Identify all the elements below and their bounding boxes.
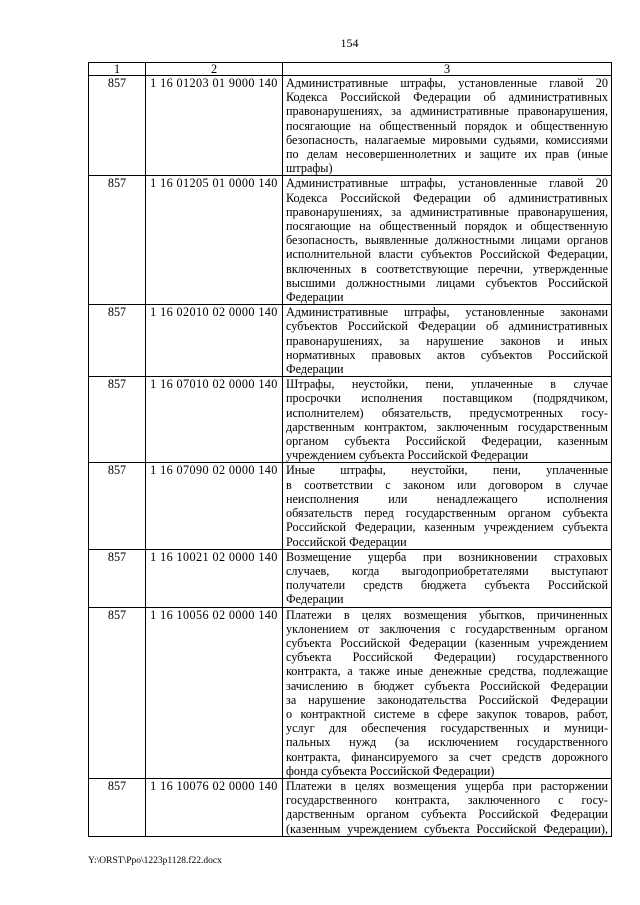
description-line: неисполнения или ненадлежащего исполнения: [286, 491, 608, 506]
footer-file-path: Y:\ORST\Ppo\1223p1128.f22.docx: [88, 856, 222, 866]
column-2-code: 1 16 10021 02 0000 140: [146, 549, 283, 607]
description-line: органом субъекта Российской Федерации, казенным: [286, 434, 608, 449]
column-1-value: 857: [89, 549, 146, 607]
description-line: случаев, когда выгодоприобретателями выступают: [286, 563, 608, 578]
description-line: Административные штрафы, установленные главой 20: [286, 76, 608, 90]
description-line: правонарушениях, за административные правонарушения,: [286, 204, 608, 219]
column-3-description: [283, 778, 612, 836]
description-line: фонда субъекта Российской Федерации): [286, 763, 495, 778]
column-2-code: 1 16 07010 02 0000 140: [146, 377, 283, 463]
table-row: [89, 377, 612, 463]
table-row: [89, 176, 612, 305]
table-row: [89, 549, 612, 607]
description-line: высшими должностными лицами субъектов Российской: [286, 275, 608, 290]
table-header-row: [89, 63, 612, 76]
description-line: Федерации: [286, 592, 344, 607]
description-line: по делам несовершеннолетних и защите их прав (иные: [286, 147, 608, 162]
column-2-code: 1 16 01203 01 9000 140: [146, 76, 283, 176]
column-3-description: [283, 549, 612, 607]
description-line: Российской Федерации, казенным учреждением субъекта: [286, 520, 608, 535]
table-row: [89, 607, 612, 778]
description-line: просрочки исполнения поставщиком (подрядчиком,: [286, 391, 608, 406]
column-2-code: 1 16 01205 01 0000 140: [146, 176, 283, 305]
description-line: услуг для обеспечения государственных и муници-: [286, 721, 608, 736]
description-line: пальных нужд (за исключением государственного: [286, 735, 608, 750]
column-2-code: 1 16 07090 02 0000 140: [146, 463, 283, 549]
description-line: дарственным органом субъекта Российской Федерации: [286, 807, 608, 822]
table-row: [89, 305, 612, 377]
column-header-1: 1: [89, 63, 146, 76]
description-line: учреждением субъекта Российской Федерации: [286, 448, 529, 463]
description-line: о контрактной системе в сфере закупок товаров, работ,: [286, 706, 608, 721]
description-line: Федерации: [286, 290, 344, 305]
description-line: посягающие на общественный порядок и общественную: [286, 118, 608, 133]
column-2-code: 1 16 02010 02 0000 140: [146, 305, 283, 377]
description-line: уклонением от заключения с государственным органом: [286, 621, 608, 636]
description-line: нормативных правовых актов субъектов Российской: [286, 347, 608, 362]
description-line: дарственным контрактом, заключенным государственным: [286, 419, 608, 434]
description-line: обязательств перед государственным органом субъекта: [286, 506, 608, 521]
description-line: Платежи в целях возмещения ущерба при расторжении: [286, 778, 608, 793]
description-line: за нарушение законодательства Российской Федерации: [286, 692, 608, 707]
column-1-value: 857: [89, 778, 146, 836]
table-row: [89, 463, 612, 549]
column-header-2: 2: [146, 63, 283, 76]
description-line: субъекта Российской Федерации) государственного: [286, 650, 608, 665]
description-line: контракта, финансируемого за счет средств дорожного: [286, 749, 608, 764]
description-line: зачислению в бюджет субъекта Российской Федерации: [286, 678, 608, 693]
description-line: Иные штрафы, неустойки, пени, уплаченные: [286, 463, 608, 478]
column-2-code: 1 16 10056 02 0000 140: [146, 607, 283, 778]
column-3-description: [283, 176, 612, 305]
description-line: Возмещение ущерба при возникновении страховых: [286, 549, 608, 564]
column-1-value: 857: [89, 607, 146, 778]
table-row: [89, 778, 612, 836]
description-line: правонарушениях, за нарушение законов и иных: [286, 333, 608, 348]
description-line: Административные штрафы, установленные главой 20: [286, 176, 608, 191]
description-line: Кодекса Российской Федерации об административных: [286, 190, 608, 205]
description-line: (казенным учреждением субъекта Российской Федерации),: [286, 821, 608, 836]
description-line: Российской Федерации: [286, 534, 407, 549]
description-line: безопасность, налагаемые мировыми судьями, комиссиями: [286, 132, 608, 147]
codes-table: [88, 62, 612, 837]
description-line: Штрафы, неустойки, пени, уплаченные в случае: [286, 377, 608, 392]
column-3-description: [283, 463, 612, 549]
description-line: в соответствии с законом или договором в случае: [286, 477, 608, 492]
column-1-value: 857: [89, 305, 146, 377]
column-header-3: 3: [283, 63, 612, 76]
table-row: [89, 76, 612, 176]
column-2-code: 1 16 10076 02 0000 140: [146, 778, 283, 836]
column-1-value: 857: [89, 176, 146, 305]
description-line: штрафы): [286, 161, 333, 176]
description-line: государственного контракта, заключенного с госу-: [286, 793, 608, 808]
description-line: контракта, а также иные денежные средства, подлежащие: [286, 664, 608, 679]
description-line: исполнительной власти субъектов Российской Федерации,: [286, 247, 608, 262]
description-line: безопасность, выявленные должностными лицами органов: [286, 233, 608, 248]
description-line: Платежи в целях возмещения убытков, причиненных: [286, 607, 608, 622]
column-1-value: 857: [89, 463, 146, 549]
description-line: Административные штрафы, установленные законами: [286, 305, 608, 320]
description-line: включенных в соответствующие перечни, утвержденные: [286, 261, 608, 276]
description-line: субъекта Российской Федерации (казенным учреждением: [286, 635, 608, 650]
column-3-description: [283, 76, 612, 176]
description-line: Федерации: [286, 362, 344, 377]
description-line: субъектов Российской Федерации об административных: [286, 319, 608, 334]
column-3-description: [283, 377, 612, 463]
column-1-value: 857: [89, 76, 146, 176]
description-line: Кодекса Российской Федерации об административных: [286, 90, 608, 105]
column-3-description: [283, 305, 612, 377]
description-line: исполнителем) обязательств, предусмотренных госу-: [286, 405, 608, 420]
description-line: посягающие на общественный порядок и общественную: [286, 219, 608, 234]
column-3-description: [283, 607, 612, 778]
column-1-value: 857: [89, 377, 146, 463]
page-number: 154: [340, 36, 359, 50]
description-line: получатели средств бюджета субъекта Российской: [286, 578, 608, 593]
description-line: правонарушениях, за административные правонарушения,: [286, 104, 608, 119]
